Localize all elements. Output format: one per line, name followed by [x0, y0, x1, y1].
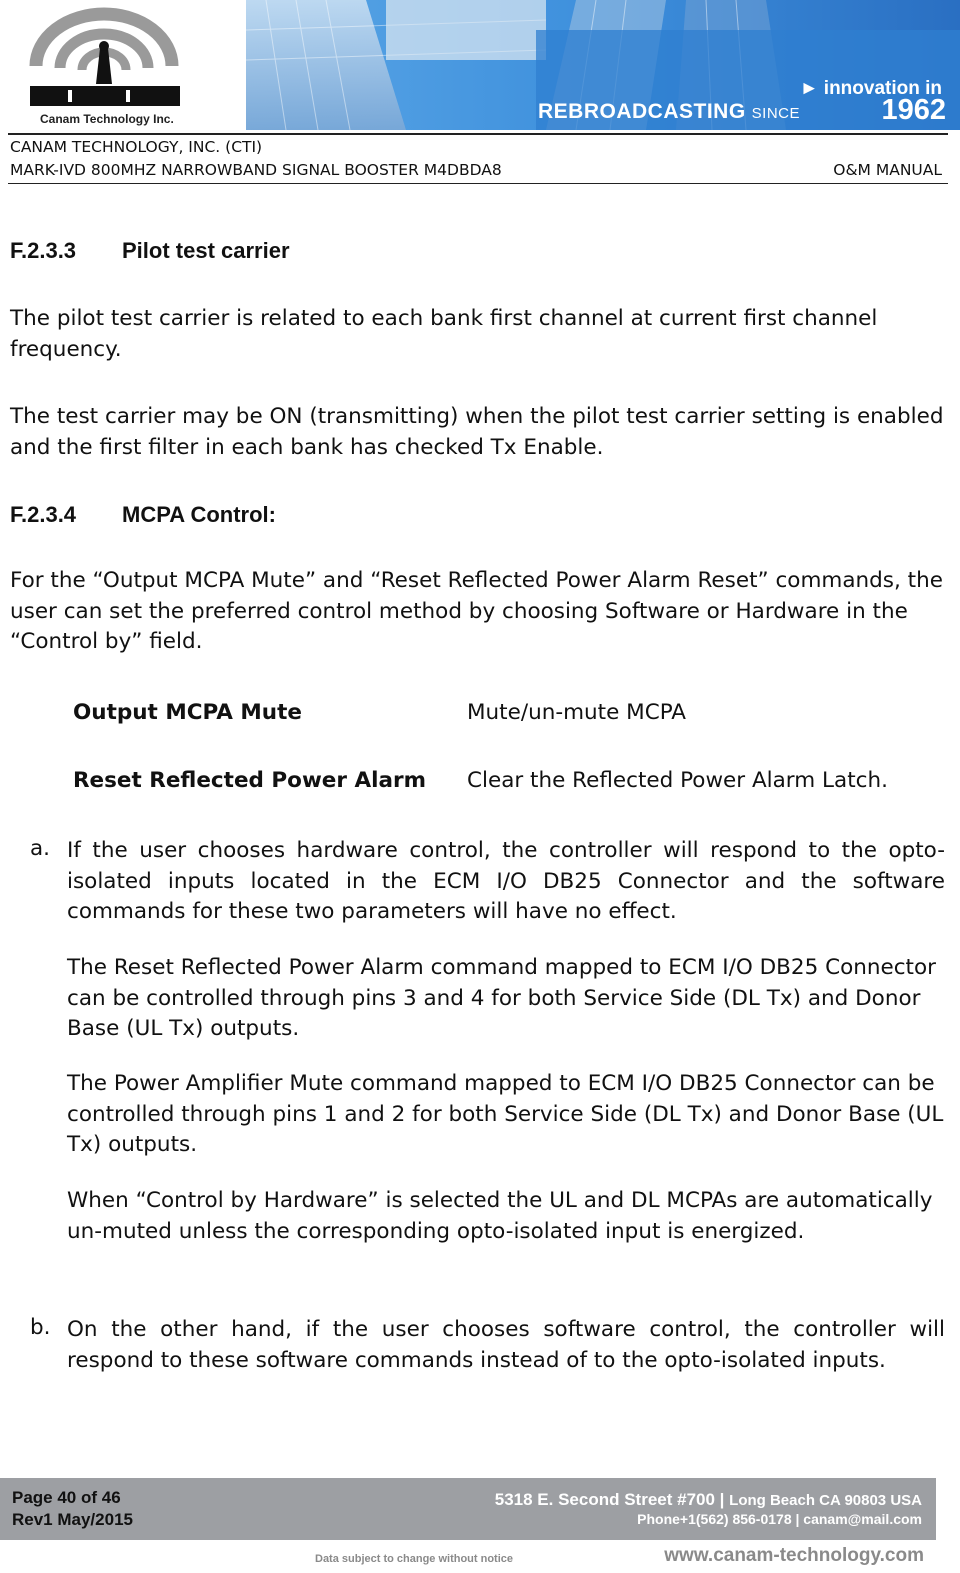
- paragraph: For the “Output MCPA Mute” and “Reset Reflected Power Alarm Reset” commands, the user can set the preferred control method by choosing Software or Hardware in the “Control by” field.: [10, 568, 943, 654]
- header-rule-top: [8, 133, 948, 135]
- banner-year: 1962: [881, 94, 946, 126]
- section-title: MCPA Control:: [122, 502, 276, 527]
- company-name: CANAM TECHNOLOGY, INC. (CTI): [10, 138, 263, 156]
- control-name: Reset Reflected Power Alarm: [73, 768, 426, 793]
- section-number: F.2.3.4: [10, 502, 77, 527]
- header-rule-bottom: [8, 183, 948, 184]
- banner-rebroadcasting: REBROADCASTING SINCE: [538, 100, 801, 123]
- control-name: Output MCPA Mute: [73, 700, 302, 725]
- paragraph: The pilot test carrier is related to each bank first channel at current first channel frequency.: [10, 306, 878, 362]
- revision: Rev1 May/2015: [12, 1510, 133, 1529]
- sub-paragraph: The Reset Reflected Power Alarm command mapped to ECM I/O DB25 Connector can be controlled through pins 3 and 4 for both Service Side (DL Tx) and Donor Base (UL Tx) outputs.: [67, 955, 936, 1041]
- control-description: Clear the Reflected Power Alarm Latch.: [467, 768, 888, 793]
- section-heading: [10, 238, 290, 264]
- list-item-text: If the user chooses hardware control, the controller will respond to the opto-isolated inputs located in the ECM I/O DB25 Connector and the software commands for these two parameters will have no effect.: [67, 838, 945, 924]
- footer-notice: Data subject to change without notice: [315, 1553, 514, 1565]
- control-description: Mute/un-mute MCPA: [467, 700, 687, 725]
- footer-website: www.canam-technology.com: [664, 1545, 924, 1566]
- section-number: F.2.3.3: [10, 238, 77, 263]
- banner-since: SINCE: [751, 105, 801, 122]
- footer-city: Long Beach CA 90803 USA: [729, 1492, 922, 1509]
- footer-address: 5318 E. Second Street #700 | Long Beach CA 90803 USA: [494, 1490, 922, 1509]
- list-item-text: On the other hand, if the user chooses software control, the controller will respond to these software commands instead of to the opto-isolated inputs.: [67, 1317, 945, 1373]
- sub-paragraph: When “Control by Hardware” is selected the UL and DL MCPAs are automatically un-muted unless the corresponding opto-isolated input is energized.: [67, 1188, 933, 1244]
- page-number: Page 40 of 46: [12, 1488, 121, 1507]
- footer-contact: Phone+1(562) 856-0178 | canam@mail.com: [637, 1511, 922, 1527]
- brand-name: Canam Technology Inc.: [40, 112, 174, 126]
- section-heading: [10, 502, 276, 528]
- manual-name: O&M MANUAL: [833, 161, 942, 179]
- banner-tagline: ► innovation in: [799, 78, 942, 99]
- paragraph: The test carrier may be ON (transmitting) when the pilot test carrier setting is enabled and the first filter in each bank has checked Tx Enable.: [10, 404, 944, 460]
- section-title: Pilot test carrier: [122, 238, 290, 263]
- banner-artwork: [246, 0, 960, 130]
- list-marker: b.: [30, 1315, 51, 1340]
- header-banner: [0, 0, 960, 132]
- list-marker: a.: [30, 836, 51, 861]
- cti-logo: [8, 4, 244, 130]
- product-name: MARK-IVD 800MHZ NARROWBAND SIGNAL BOOSTER M4DBDA8: [10, 161, 502, 179]
- sub-paragraph: The Power Amplifier Mute command mapped to ECM I/O DB25 Connector can be controlled through pins 1 and 2 for both Service Side (DL Tx) and Donor Base (UL Tx) outputs.: [67, 1071, 944, 1157]
